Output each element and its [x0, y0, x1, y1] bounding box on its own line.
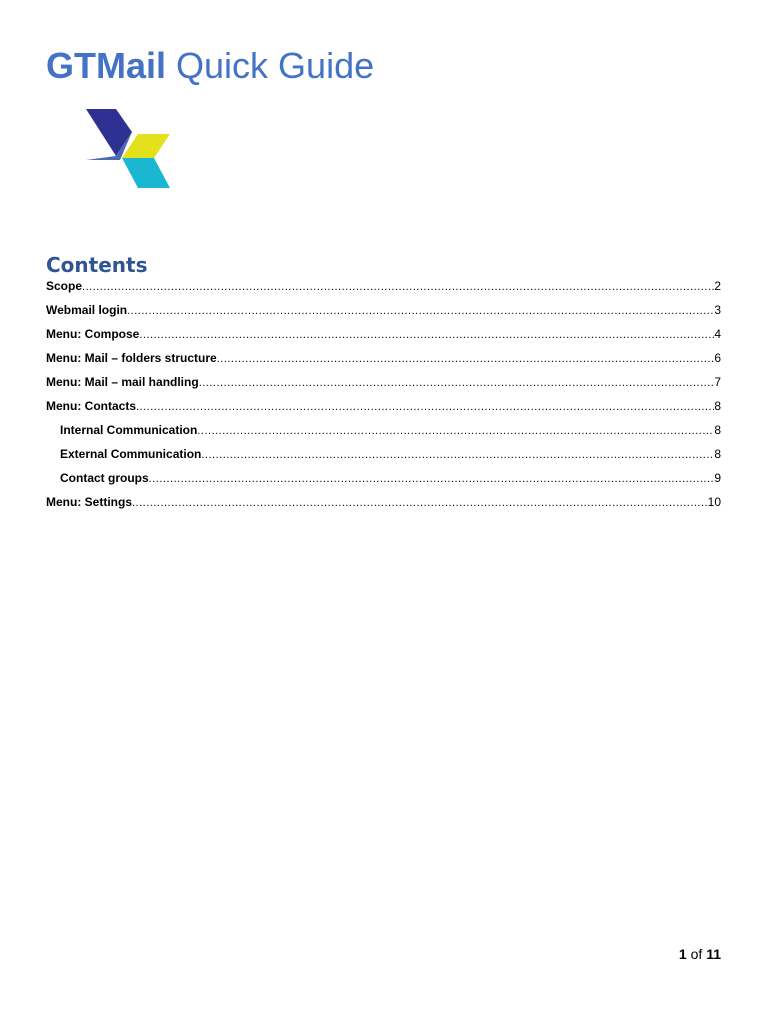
- toc-dot-leader: [217, 350, 715, 368]
- toc-entry-label[interactable]: Menu: Mail – mail handling: [46, 375, 199, 389]
- toc-entry[interactable]: [46, 469, 721, 493]
- toc-entry-page[interactable]: 8: [714, 399, 721, 413]
- toc-entry-page[interactable]: 9: [714, 471, 721, 485]
- toc-entry-label[interactable]: External Communication: [60, 447, 202, 461]
- toc-dot-leader: [127, 302, 714, 320]
- toc-entry[interactable]: [46, 301, 721, 325]
- toc-dot-leader: [149, 470, 715, 488]
- page-of-label: of: [690, 946, 703, 962]
- toc-dot-leader: [199, 374, 715, 392]
- toc-entry-page[interactable]: 2: [714, 279, 721, 293]
- toc-entry[interactable]: [46, 277, 721, 301]
- logo-chevron-top-left: [86, 109, 132, 156]
- toc-dot-leader: [82, 278, 714, 296]
- toc-dot-leader: [201, 446, 714, 464]
- toc-dot-leader: [136, 398, 714, 416]
- toc-entry-label[interactable]: Contact groups: [60, 471, 149, 485]
- toc-entry-page[interactable]: 6: [714, 351, 721, 365]
- title-brand: GTMail: [46, 45, 167, 86]
- contents-heading: Contents: [46, 253, 148, 277]
- toc-entry[interactable]: [46, 445, 721, 469]
- toc-entry[interactable]: [46, 421, 721, 445]
- document-title: [46, 44, 374, 88]
- toc-entry[interactable]: [46, 493, 721, 517]
- toc-entry-page[interactable]: 10: [707, 495, 721, 509]
- toc-entry-label[interactable]: Menu: Mail – folders structure: [46, 351, 217, 365]
- toc-entry-page[interactable]: 3: [714, 303, 721, 317]
- toc-dot-leader: [132, 494, 708, 512]
- toc-entry-label[interactable]: Webmail login: [46, 303, 128, 317]
- toc-dot-leader: [197, 422, 714, 440]
- toc-entry[interactable]: [46, 325, 721, 349]
- toc-entry-label[interactable]: Menu: Compose: [46, 327, 140, 341]
- toc-entry-label[interactable]: Scope: [46, 279, 83, 293]
- table-of-contents: [46, 277, 721, 517]
- logo-chevron-bottom-right: [122, 158, 170, 188]
- toc-entry-label[interactable]: Menu: Settings: [46, 495, 132, 509]
- toc-entry-page[interactable]: 8: [714, 423, 721, 437]
- toc-entry[interactable]: [46, 397, 721, 421]
- title-subtitle: Quick Guide: [166, 45, 375, 86]
- toc-entry-label[interactable]: Internal Communication: [60, 423, 198, 437]
- total-page-count: 11: [706, 946, 721, 962]
- toc-entry-page[interactable]: 8: [714, 447, 721, 461]
- toc-entry[interactable]: [46, 373, 721, 397]
- current-page-number: 1: [678, 946, 687, 962]
- toc-entry[interactable]: [46, 349, 721, 373]
- toc-dot-leader: [139, 326, 714, 344]
- page-number-footer: [679, 944, 721, 964]
- toc-entry-label[interactable]: Menu: Contacts: [46, 399, 136, 413]
- gtmail-logo-icon: [84, 108, 174, 192]
- toc-entry-page[interactable]: 7: [714, 375, 721, 389]
- toc-entry-page[interactable]: 4: [714, 327, 721, 341]
